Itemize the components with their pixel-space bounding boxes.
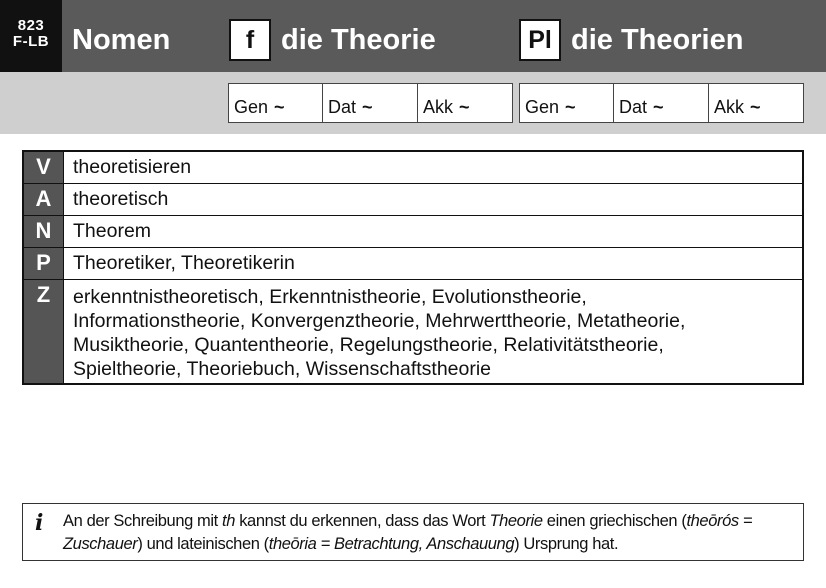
table-row xyxy=(24,280,802,383)
case-ending: ~ xyxy=(274,97,285,117)
row-code: N xyxy=(24,216,64,247)
row-text: Theoretiker, Theoretikerin xyxy=(73,252,295,274)
table-row xyxy=(24,184,802,216)
entry-number: 823 xyxy=(17,17,45,34)
note-text: An der Schreibung mit th kannst du erkennen, dass das Wort Theorie einen griechischen (theōrós = Zuschauer) und lateinischen (theōria = Betrachtung, Anschauung) Ursprung hat. xyxy=(63,512,753,553)
case-label: Gen xyxy=(525,97,560,117)
row-text: theoretisieren xyxy=(73,156,192,178)
info-note xyxy=(22,503,804,561)
table-row xyxy=(24,216,802,248)
row-text-multiline xyxy=(73,280,794,381)
word-class: Nomen xyxy=(72,24,171,56)
case-label: Dat xyxy=(619,97,648,117)
case-cell xyxy=(418,83,513,123)
plural-marker: Pl xyxy=(519,19,561,61)
case-cell xyxy=(228,83,323,123)
row-code: V xyxy=(24,152,64,183)
case-ending: ~ xyxy=(362,97,373,117)
header-bar xyxy=(0,0,826,72)
case-ending: ~ xyxy=(459,97,470,117)
gender-marker: f xyxy=(229,19,271,61)
case-label: Akk xyxy=(714,97,745,117)
case-cell xyxy=(709,83,804,123)
case-ending: ~ xyxy=(750,97,761,117)
case-label: Dat xyxy=(328,97,357,117)
case-label: Akk xyxy=(423,97,454,117)
row-text: Theorem xyxy=(73,220,152,242)
compound-line: erkenntnistheoretisch, Erkenntnistheorie, Evolutionstheorie, xyxy=(73,286,587,308)
plural-form: die Theorien xyxy=(571,24,744,56)
entry-id-box xyxy=(0,0,62,72)
derivations-table xyxy=(22,150,804,385)
case-ending: ~ xyxy=(565,97,576,117)
row-code: A xyxy=(24,184,64,215)
row-text: theoretisch xyxy=(73,188,169,210)
case-label: Gen xyxy=(234,97,269,117)
case-cell xyxy=(519,83,614,123)
info-i-icon: i xyxy=(35,510,44,536)
case-ending: ~ xyxy=(653,97,664,117)
plural-cases xyxy=(519,83,804,123)
case-cell xyxy=(614,83,709,123)
row-code: Z xyxy=(24,280,64,383)
case-cell xyxy=(323,83,418,123)
table-row xyxy=(24,152,802,184)
entry-code: F-LB xyxy=(12,33,50,50)
table-row xyxy=(24,248,802,280)
singular-form: die Theorie xyxy=(281,24,436,56)
compound-line: Informationstheorie, Konvergenztheorie, Mehrwerttheorie, Metatheorie, xyxy=(73,310,686,332)
compound-line: Spieltheorie, Theoriebuch, Wissenschaftstheorie xyxy=(73,358,492,380)
compound-line: Musiktheorie, Quantentheorie, Regelungstheorie, Relativitätstheorie, xyxy=(73,334,664,356)
singular-cases xyxy=(228,83,513,123)
row-code: P xyxy=(24,248,64,279)
